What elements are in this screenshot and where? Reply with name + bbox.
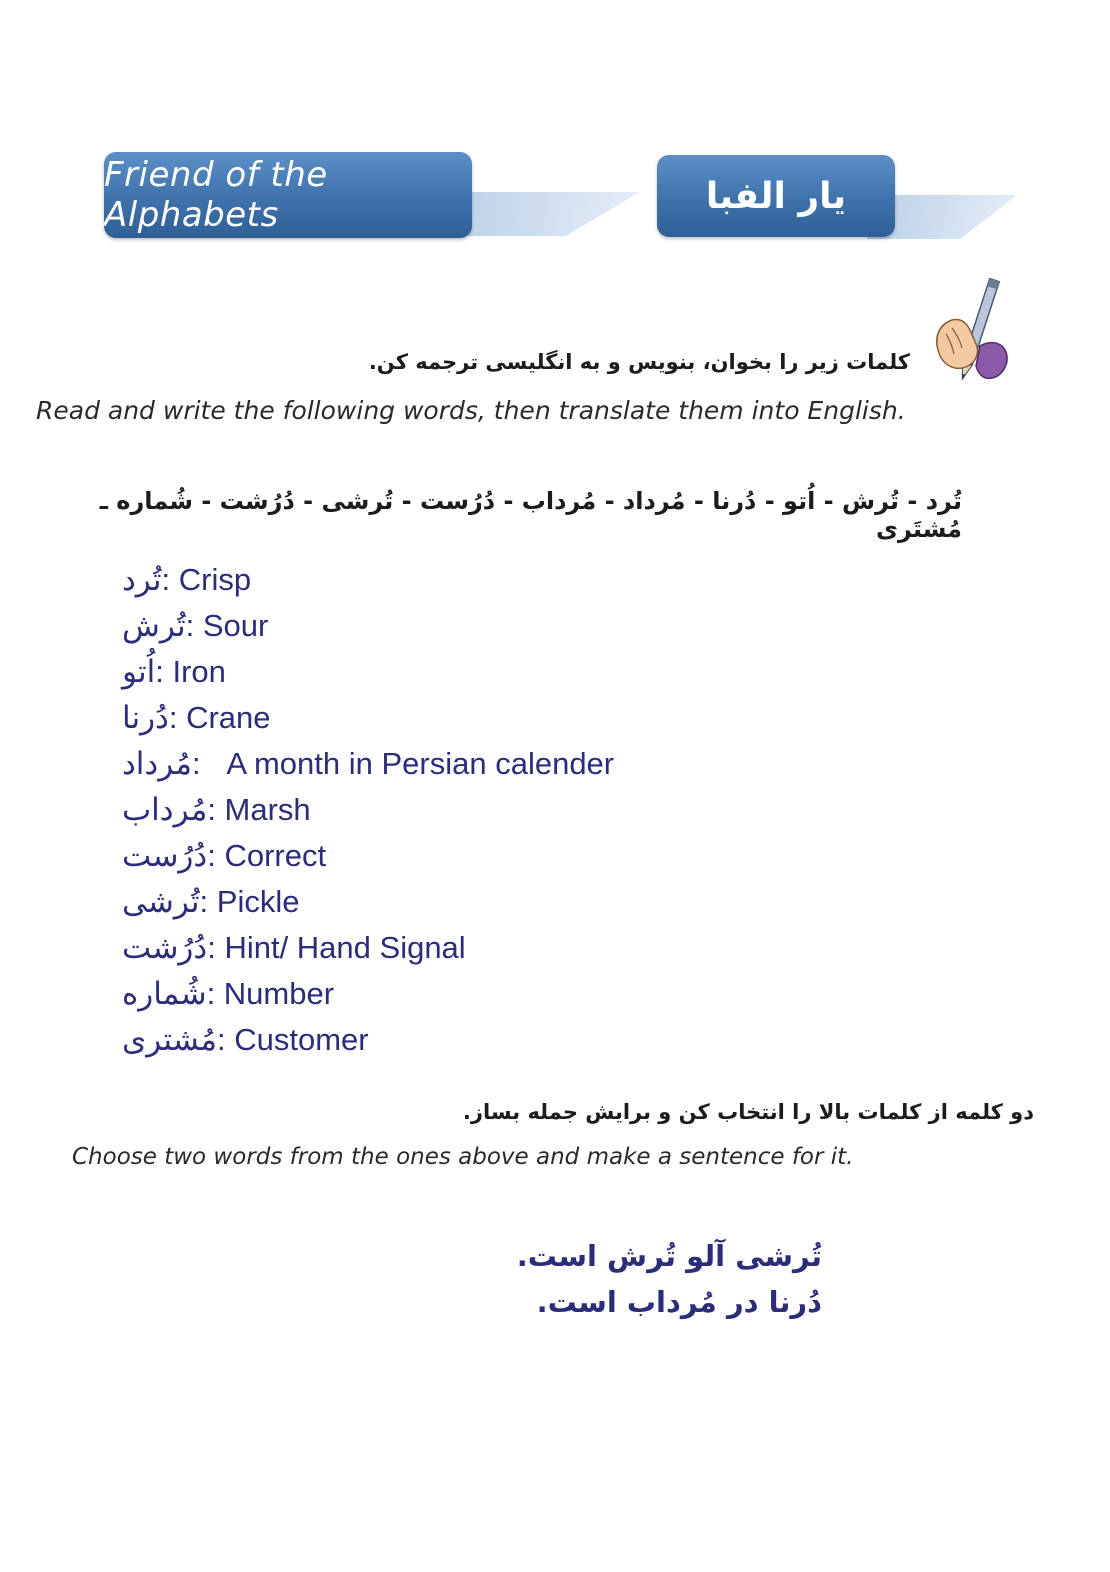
instruction-english: Read and write the following words, then translate them into English. [36,396,906,425]
vocab-english: Hint/ Hand Signal [224,930,466,965]
vocab-persian: مُشتری [122,1022,217,1057]
instruction2-english: Choose two words from the ones above and make a sentence for it. [72,1144,854,1170]
vocab-item-hint: دُرُشت: Hint/ Hand Signal [122,930,466,965]
vocab-persian: اُتو [122,654,156,689]
vocab-item-correct: دُرُست: Correct [122,838,327,873]
persian-word-list: تُرد - تُرش - اُتو - دُرنا - مُرداد - مُرداب - دُرُست - تُرشی - دُرُشت - شُماره ـ مُشتَری [99,487,962,543]
hand-writing-pencil-icon [930,278,1010,398]
vocab-item-month: مُرداد: A month in Persian calender [122,746,615,781]
vocab-persian: دُرُست [122,838,208,873]
banner-ribbon-tail [444,192,640,236]
banner-title-persian: یار الفبا [657,155,895,237]
vocab-english: Pickle [216,884,300,919]
vocab-english: Crane [186,700,271,735]
vocab-persian: تُرشی [122,884,200,919]
vocab-item-pickle: تُرشی: Pickle [122,884,300,919]
vocab-persian: تُرد [122,562,162,597]
vocab-item-sour: تُرش: Sour [122,608,269,643]
answer-sentences [322,1234,822,1326]
instruction-persian: کلمات زیر را بخوان، بنویس و به انگلیسی ترجمه کن. [368,350,910,374]
vocab-item-iron: اُتو: Iron [122,654,226,689]
vocab-persian: مُرداد [122,746,192,781]
vocab-english: A month in Persian calender [209,746,615,781]
vocab-english: Customer [234,1022,369,1057]
instruction2-persian: دو کلمه از کلمات بالا را انتخاب کن و برایش جمله بساز. [462,1100,1034,1124]
vocab-persian: دُرُشت [122,930,208,965]
vocab-english: Marsh [224,792,311,827]
vocab-item-customer: مُشتری: Customer [122,1022,369,1057]
vocab-persian: تُرش [122,608,186,643]
vocab-persian: شُماره [122,976,207,1011]
vocab-persian: دُرنا [122,700,169,735]
vocabulary-list [122,560,922,1066]
vocab-item-crane: دُرنا: Crane [122,700,271,735]
vocab-persian: مُرداب [122,792,208,827]
vocab-item-number: شُماره: Number [122,976,335,1011]
vocab-english: Sour [202,608,269,643]
vocab-english: Iron [172,654,226,689]
vocab-english: Correct [224,838,327,873]
vocab-item-marsh: مُرداب: Marsh [122,792,311,827]
banner-title-english: Friend of the Alphabets [104,152,472,238]
vocab-english: Number [223,976,335,1011]
vocab-english: Crisp [178,562,252,597]
vocab-item-crisp: تُرد: Crisp [122,562,252,597]
sentence-1: تُرشی آلو تُرش است. [516,1239,822,1273]
sentence-2: دُرنا در مُرداب است. [536,1285,822,1319]
